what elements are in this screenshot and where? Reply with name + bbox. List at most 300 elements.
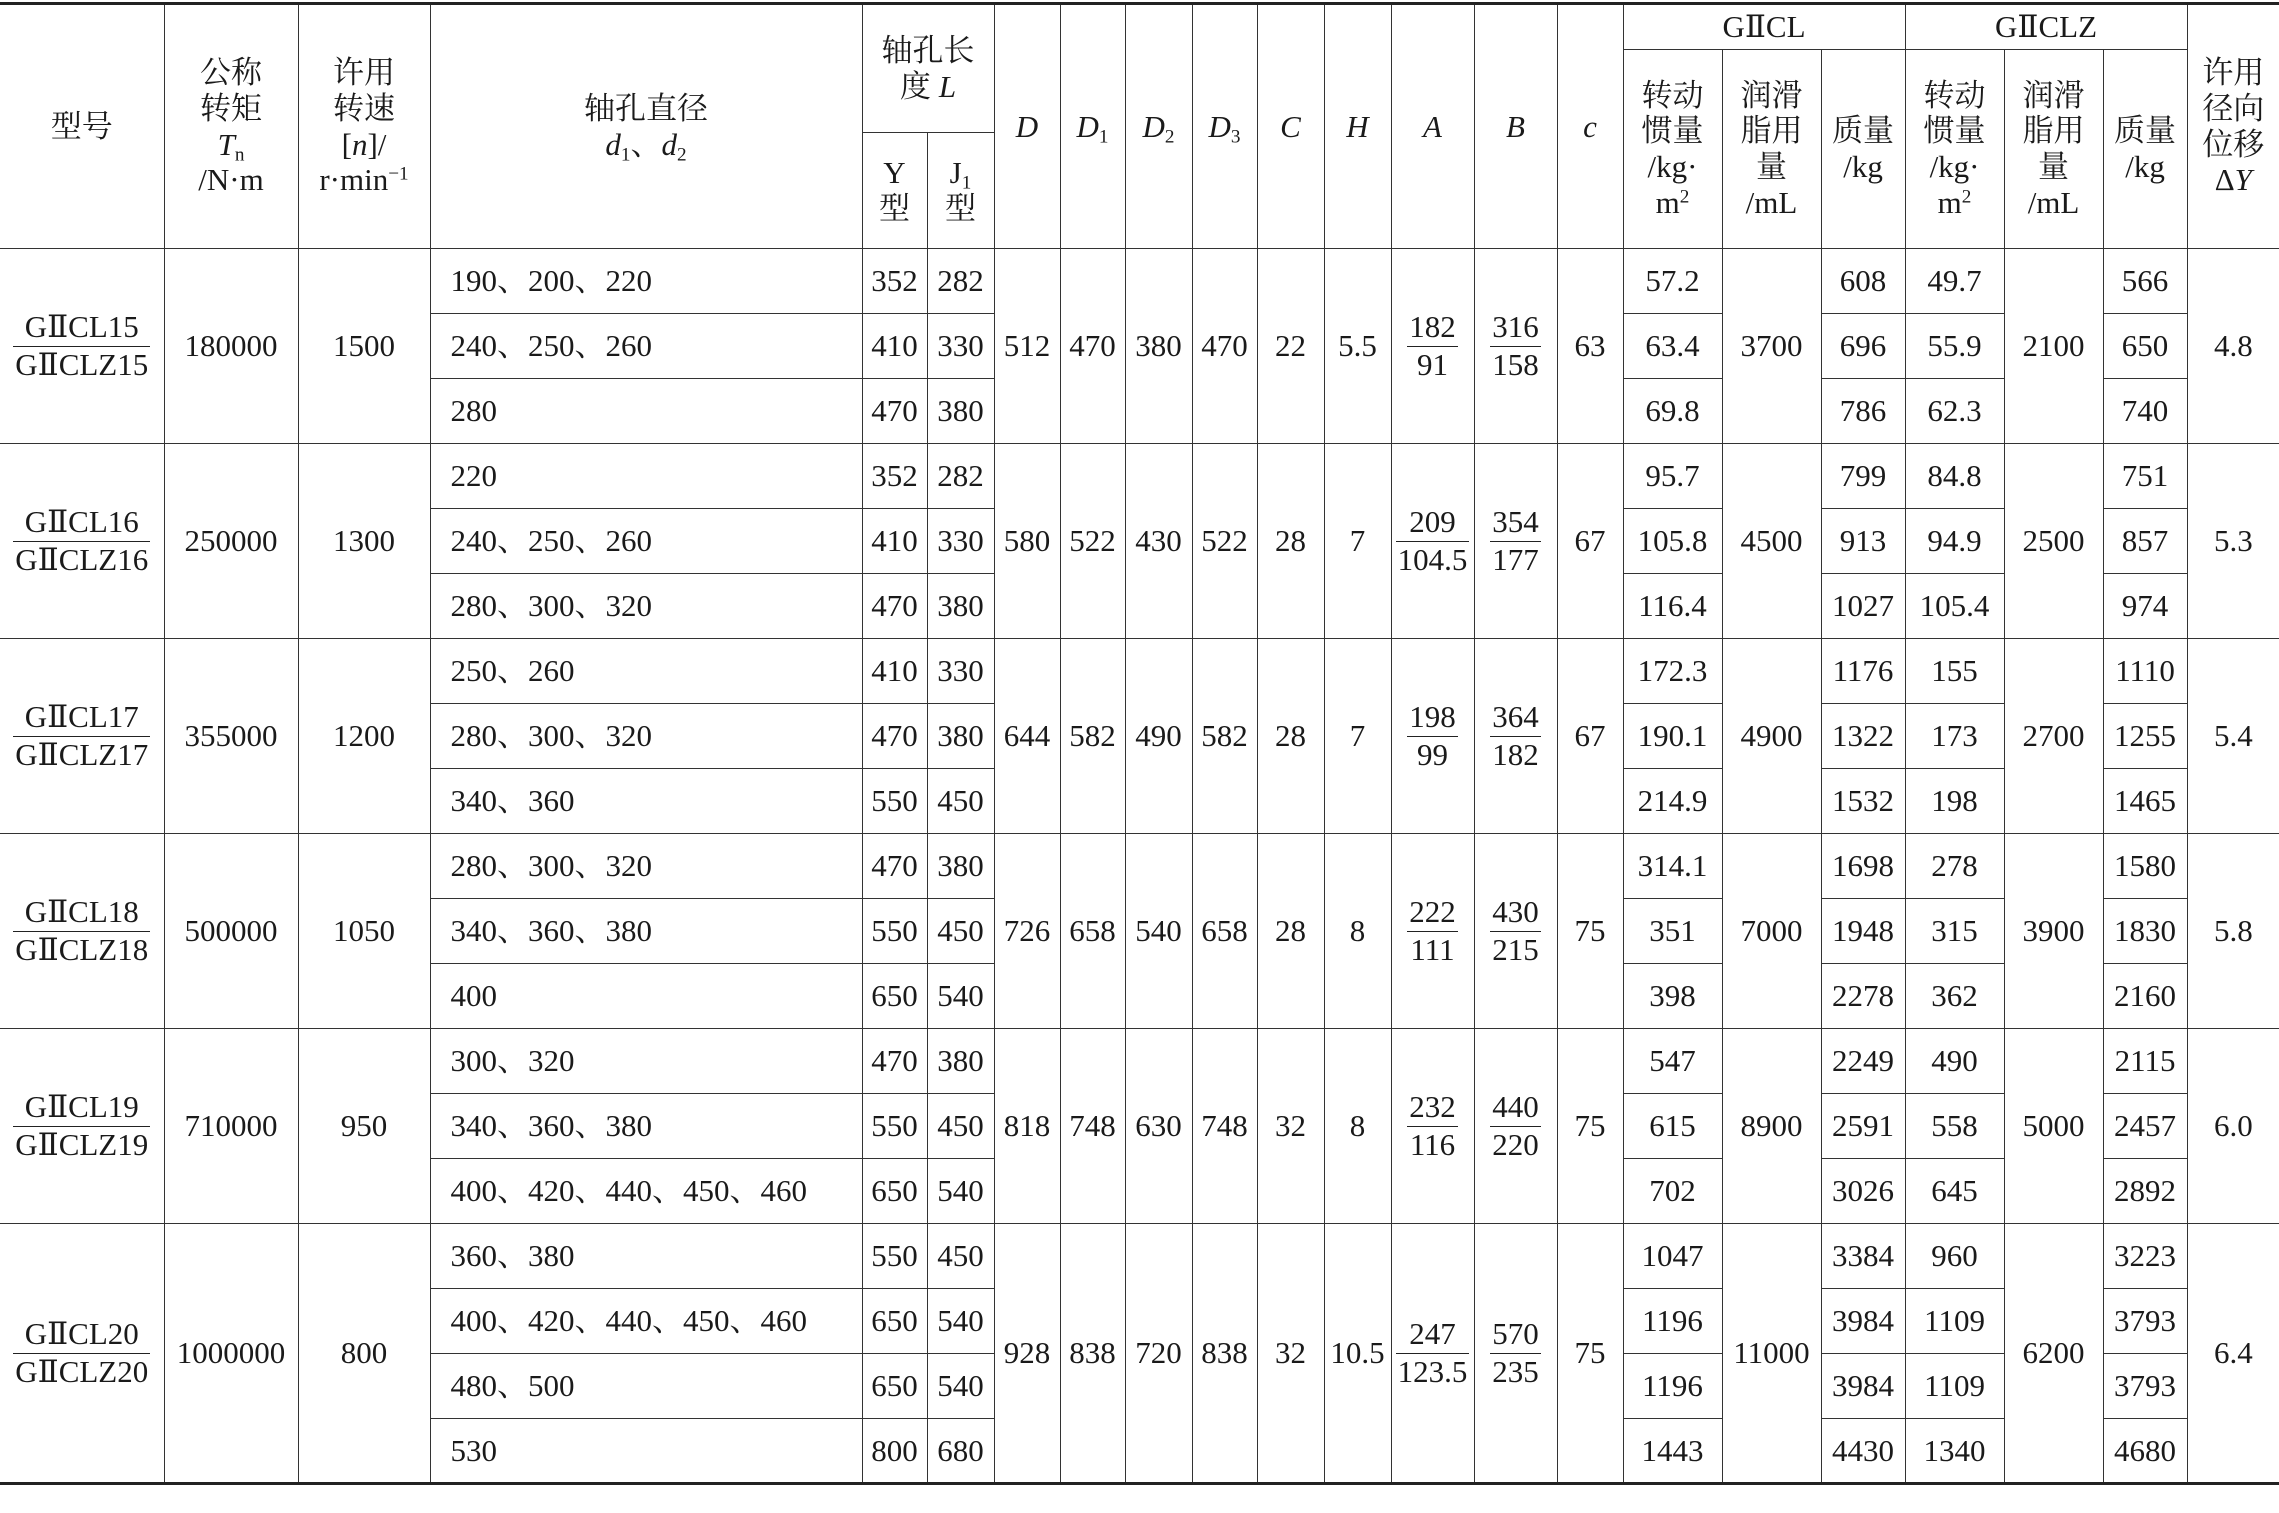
cl-grease-cell: 7000 (1722, 834, 1821, 1029)
radial-delta: Δ (2214, 162, 2235, 198)
dim-a-denominator: 111 (1410, 931, 1455, 967)
dim-b-fraction (1490, 1090, 1541, 1161)
table-row (0, 249, 2279, 314)
cl-inertia-cell: 116.4 (1623, 574, 1722, 639)
header-torque-symbol-line (165, 127, 298, 163)
dim-b-cell (1474, 1029, 1557, 1224)
dim-a-cell (1391, 444, 1474, 639)
dim-d-cell: 928 (994, 1224, 1060, 1484)
clz-grease-line4: /mL (2027, 184, 2080, 220)
model-gii-cl: GⅡCL15 (13, 310, 150, 346)
bore-length-y-cell: 352 (862, 249, 927, 314)
model-fraction (13, 895, 150, 966)
dim-d-symbol: D (1015, 108, 1039, 144)
cl-grease-line4: /mL (1745, 184, 1798, 220)
dim-d1-cell: 470 (1060, 249, 1125, 444)
nominal-torque-cell: 355000 (164, 639, 298, 834)
cl-mass-cell: 1322 (1821, 704, 1905, 769)
dim-a-fraction (1407, 700, 1458, 771)
bore-length-j1-cell: 540 (927, 1354, 994, 1419)
cl-mass-cell: 2278 (1821, 964, 1905, 1029)
allowable-speed-cell: 1050 (298, 834, 430, 1029)
header-bore-length (862, 4, 994, 133)
bore-length-y-cell: 650 (862, 1354, 927, 1419)
dim-a-denominator: 123.5 (1397, 1353, 1468, 1389)
cl-mass-cell: 1948 (1821, 899, 1905, 964)
cl-mass-cell: 3026 (1821, 1159, 1905, 1224)
clz-mass-cell: 566 (2103, 249, 2187, 314)
cl-inertia-line3: /kg· (1647, 149, 1698, 184)
clz-grease-cell: 3900 (2004, 834, 2103, 1029)
bore-d2-symbol: d (661, 126, 677, 162)
clz-grease-line2: 脂用 (2022, 113, 2085, 149)
dim-c-lower-cell: 67 (1557, 639, 1623, 834)
header-radial-line3: 位移 (2202, 126, 2265, 162)
bore-diameter-cell: 190、200、220 (430, 249, 862, 314)
cl-mass-cell: 1176 (1821, 639, 1905, 704)
cl-mass-cell: 913 (1821, 509, 1905, 574)
dim-c-lower-cell: 75 (1557, 834, 1623, 1029)
dim-d3-symbol: D (1208, 108, 1231, 144)
header-nominal-torque (164, 4, 298, 249)
clz-grease-cell: 5000 (2004, 1029, 2103, 1224)
header-model (0, 4, 164, 249)
table-header (0, 4, 2279, 249)
dim-d3-cell: 470 (1192, 249, 1257, 444)
header-dim-h (1324, 4, 1391, 249)
table-row (0, 444, 2279, 509)
bore-diameter-cell: 220 (430, 444, 862, 509)
clz-inertia-cell: 84.8 (1905, 444, 2004, 509)
dim-a-denominator: 99 (1417, 736, 1448, 772)
gii-cl-title: GⅡCL (1722, 9, 1806, 45)
model-gii-clz: GⅡCLZ19 (15, 1126, 149, 1162)
bore-length-y-cell: 550 (862, 1224, 927, 1289)
speed-bracket-close: ]/ (367, 126, 387, 162)
bore-length-j1-cell: 540 (927, 1159, 994, 1224)
cl-inertia-cell: 1443 (1623, 1419, 1722, 1484)
cl-inertia-line4 (1624, 185, 1722, 221)
speed-unit-exponent: −1 (388, 163, 409, 185)
dim-d2-cell: 630 (1125, 1029, 1192, 1224)
dim-a-numerator: 182 (1407, 310, 1458, 346)
dim-b-fraction (1490, 895, 1541, 966)
clz-grease-line3: 量 (2038, 149, 2070, 184)
dim-h-cell: 5.5 (1324, 249, 1391, 444)
model-gii-cl: GⅡCL20 (13, 1317, 150, 1353)
bore-diameter-cell: 400 (430, 964, 862, 1029)
dim-a-numerator: 222 (1407, 895, 1458, 931)
header-speed-line1: 许用 (333, 55, 395, 91)
model-cell (0, 444, 164, 639)
model-cell (0, 249, 164, 444)
model-gii-clz: GⅡCLZ18 (15, 931, 149, 967)
cl-mass-cell: 2591 (1821, 1094, 1905, 1159)
cl-inertia-cell: 95.7 (1623, 444, 1722, 509)
table-row (0, 834, 2279, 899)
header-dim-c-upper (1257, 4, 1324, 249)
allowable-speed-cell: 1300 (298, 444, 430, 639)
allowable-speed-cell: 950 (298, 1029, 430, 1224)
dim-a-denominator: 116 (1409, 1126, 1456, 1162)
header-radial-symbol-line (2188, 162, 2279, 198)
cl-inertia-unit: m (1655, 184, 1680, 220)
clz-mass-cell: 650 (2103, 314, 2187, 379)
dim-c-upper-cell: 28 (1257, 444, 1324, 639)
j1-type-line2: 型 (945, 190, 976, 226)
dim-b-numerator: 316 (1490, 310, 1541, 346)
model-cell (0, 834, 164, 1029)
bore-diameter-cell: 530 (430, 1419, 862, 1484)
model-fraction (13, 700, 150, 771)
clz-mass-cell: 3793 (2103, 1289, 2187, 1354)
clz-inertia-cell: 315 (1905, 899, 2004, 964)
bore-length-y-cell: 410 (862, 509, 927, 574)
bore-length-y-cell: 650 (862, 1159, 927, 1224)
cl-mass-line1: 质量 (1832, 113, 1895, 149)
model-gii-clz: GⅡCLZ17 (15, 736, 149, 772)
coupling-spec-table (0, 2, 2279, 1485)
clz-mass-cell: 3793 (2103, 1354, 2187, 1419)
dim-c-lower-cell: 75 (1557, 1224, 1623, 1484)
clz-inertia-cell: 1109 (1905, 1289, 2004, 1354)
cl-mass-cell: 786 (1821, 379, 1905, 444)
j1-type-line1 (928, 154, 994, 194)
radial-displacement-cell: 4.8 (2187, 249, 2279, 444)
clz-grease-cell: 2700 (2004, 639, 2103, 834)
bore-diameter-cell: 280 (430, 379, 862, 444)
dim-d2-symbol: D (1142, 108, 1165, 144)
bore-length-j1-cell: 450 (927, 899, 994, 964)
clz-inertia-cell: 490 (1905, 1029, 2004, 1094)
header-model-label: 型号 (50, 108, 113, 144)
bore-length-j1-cell: 380 (927, 379, 994, 444)
bore-length-j1-cell: 380 (927, 704, 994, 769)
bore-length-symbol: L (938, 68, 957, 104)
bore-length-j1-cell: 680 (927, 1419, 994, 1484)
header-bore-length-y (862, 133, 927, 249)
dim-a-numerator: 198 (1407, 700, 1458, 736)
dim-c-lower-cell: 63 (1557, 249, 1623, 444)
cl-inertia-cell: 69.8 (1623, 379, 1722, 444)
header-speed-symbol-line (299, 127, 430, 163)
radial-displacement-cell: 5.3 (2187, 444, 2279, 639)
bore-length-j1-cell: 450 (927, 1094, 994, 1159)
dim-c-upper-cell: 28 (1257, 834, 1324, 1029)
bore-d1-symbol: d (605, 126, 621, 162)
clz-mass-cell: 1465 (2103, 769, 2187, 834)
nominal-torque-cell: 1000000 (164, 1224, 298, 1484)
cl-grease-cell: 3700 (1722, 249, 1821, 444)
bore-length-y-cell: 470 (862, 1029, 927, 1094)
header-cl-grease (1722, 50, 1821, 249)
header-torque-line1: 公称 (200, 55, 262, 91)
dim-b-symbol: B (1506, 108, 1525, 144)
model-fraction (13, 505, 150, 576)
header-gii-clz (1905, 4, 2187, 50)
header-dim-a (1391, 4, 1474, 249)
torque-subscript: n (234, 143, 245, 165)
clz-mass-cell: 974 (2103, 574, 2187, 639)
clz-mass-line1: 质量 (2114, 113, 2177, 149)
header-radial-displacement (2187, 4, 2279, 249)
radial-displacement-cell: 6.0 (2187, 1029, 2279, 1224)
bore-length-y-cell: 650 (862, 964, 927, 1029)
bore-diameter-cell: 240、250、260 (430, 509, 862, 574)
clz-mass-cell: 740 (2103, 379, 2187, 444)
bore-length-y-cell: 800 (862, 1419, 927, 1484)
dim-a-cell (1391, 639, 1474, 834)
nominal-torque-cell: 710000 (164, 1029, 298, 1224)
dim-d-cell: 644 (994, 639, 1060, 834)
clz-inertia-cell: 1340 (1905, 1419, 2004, 1484)
dim-b-numerator: 440 (1490, 1090, 1541, 1126)
clz-inertia-cell: 362 (1905, 964, 2004, 1029)
torque-symbol: T (217, 126, 235, 162)
dim-a-fraction (1407, 895, 1458, 966)
clz-mass-cell: 1580 (2103, 834, 2187, 899)
cl-inertia-cell: 1196 (1623, 1354, 1722, 1419)
bore-length-y-cell: 410 (862, 639, 927, 704)
dim-a-fraction (1407, 1090, 1458, 1161)
dim-d2-cell: 540 (1125, 834, 1192, 1029)
cl-inertia-cell: 190.1 (1623, 704, 1722, 769)
model-gii-cl: GⅡCL17 (13, 700, 150, 736)
header-dim-b (1474, 4, 1557, 249)
bore-diameter-cell: 240、250、260 (430, 314, 862, 379)
cl-mass-cell: 3984 (1821, 1354, 1905, 1419)
clz-inertia-cell: 960 (1905, 1224, 2004, 1289)
dim-h-cell: 7 (1324, 639, 1391, 834)
dim-a-fraction (1396, 505, 1470, 576)
nominal-torque-cell: 250000 (164, 444, 298, 639)
header-bore-length-line2 (863, 69, 994, 105)
dim-c-upper-cell: 32 (1257, 1029, 1324, 1224)
bore-diameter-cell: 360、380 (430, 1224, 862, 1289)
bore-length-y-cell: 470 (862, 704, 927, 769)
header-bore-diameter (430, 4, 862, 249)
cl-mass-cell: 1027 (1821, 574, 1905, 639)
dim-a-denominator: 91 (1417, 346, 1448, 382)
cl-mass-cell: 799 (1821, 444, 1905, 509)
dim-a-cell (1391, 1029, 1474, 1224)
bore-length-j1-cell: 540 (927, 964, 994, 1029)
bore-diameter-cell: 300、320 (430, 1029, 862, 1094)
header-clz-inertia (1905, 50, 2004, 249)
bore-length-j1-cell: 540 (927, 1289, 994, 1354)
nominal-torque-cell: 500000 (164, 834, 298, 1029)
dim-a-fraction (1396, 1317, 1470, 1388)
y-type-line2: 型 (879, 190, 910, 226)
cl-mass-cell: 696 (1821, 314, 1905, 379)
header-gii-cl (1623, 4, 1905, 50)
header-speed-line2: 转速 (333, 90, 395, 126)
clz-inertia-cell: 173 (1905, 704, 2004, 769)
bore-length-j1-cell: 450 (927, 1224, 994, 1289)
bore-symbol-separator: 、 (630, 126, 662, 162)
cl-inertia-exponent: 2 (1679, 186, 1690, 208)
dim-a-numerator: 232 (1407, 1090, 1458, 1126)
dim-d1-cell: 838 (1060, 1224, 1125, 1484)
allowable-speed-cell: 1500 (298, 249, 430, 444)
cl-grease-cell: 4900 (1722, 639, 1821, 834)
cl-inertia-line1: 转动 (1641, 77, 1704, 113)
header-bore-length-line1: 轴孔长 (881, 32, 975, 68)
header-dim-d (994, 4, 1060, 249)
clz-mass-cell: 3223 (2103, 1224, 2187, 1289)
cl-inertia-cell: 314.1 (1623, 834, 1722, 899)
model-gii-clz: GⅡCLZ16 (15, 541, 149, 577)
header-cl-inertia (1623, 50, 1722, 249)
clz-inertia-line4 (1906, 185, 2004, 221)
cl-mass-cell: 1532 (1821, 769, 1905, 834)
dim-a-fraction (1407, 310, 1458, 381)
header-torque-unit: /N·m (198, 162, 264, 198)
cl-grease-cell: 11000 (1722, 1224, 1821, 1484)
dim-d1-symbol: D (1076, 108, 1099, 144)
dim-h-cell: 7 (1324, 444, 1391, 639)
bore-length-j1-cell: 282 (927, 444, 994, 509)
bore-diameter-cell: 340、360 (430, 769, 862, 834)
dim-b-numerator: 430 (1490, 895, 1541, 931)
bore-length-y-cell: 470 (862, 574, 927, 639)
header-speed-unit-line (299, 162, 430, 198)
clz-inertia-unit: m (1937, 184, 1962, 220)
dim-b-numerator: 570 (1490, 1317, 1541, 1353)
cl-mass-cell: 3384 (1821, 1224, 1905, 1289)
dim-h-cell: 10.5 (1324, 1224, 1391, 1484)
dim-d-cell: 512 (994, 249, 1060, 444)
clz-mass-cell: 2115 (2103, 1029, 2187, 1094)
dim-a-numerator: 247 (1396, 1317, 1470, 1353)
cl-grease-line1: 润滑 (1740, 77, 1803, 113)
table-row (0, 1224, 2279, 1289)
dim-d3-cell: 522 (1192, 444, 1257, 639)
dim-a-symbol: A (1423, 108, 1442, 144)
bore-diameter-cell: 340、360、380 (430, 1094, 862, 1159)
dim-d2-subscript: 2 (1164, 126, 1175, 148)
cl-inertia-cell: 1047 (1623, 1224, 1722, 1289)
dim-d2-cell: 380 (1125, 249, 1192, 444)
cl-inertia-cell: 1196 (1623, 1289, 1722, 1354)
dim-d1-cell: 582 (1060, 639, 1125, 834)
dim-h-symbol: H (1346, 108, 1369, 144)
bore-length-y-cell: 470 (862, 834, 927, 899)
header-dim-d1 (1060, 4, 1125, 249)
dim-c-upper-cell: 28 (1257, 639, 1324, 834)
header-radial-line2: 径向 (2202, 90, 2265, 126)
dim-b-denominator: 215 (1492, 931, 1539, 967)
allowable-speed-cell: 1200 (298, 639, 430, 834)
table-row (0, 639, 2279, 704)
dim-b-fraction (1490, 1317, 1541, 1388)
bore-length-j1-cell: 330 (927, 509, 994, 574)
nominal-torque-cell: 180000 (164, 249, 298, 444)
clz-inertia-cell: 62.3 (1905, 379, 2004, 444)
model-gii-cl: GⅡCL16 (13, 505, 150, 541)
model-cell (0, 1029, 164, 1224)
cl-inertia-cell: 57.2 (1623, 249, 1722, 314)
clz-inertia-cell: 278 (1905, 834, 2004, 899)
model-gii-clz: GⅡCLZ15 (15, 346, 149, 382)
cl-inertia-cell: 547 (1623, 1029, 1722, 1094)
bore-diameter-cell: 250、260 (430, 639, 862, 704)
clz-mass-cell: 1255 (2103, 704, 2187, 769)
dim-b-cell (1474, 1224, 1557, 1484)
dim-d3-subscript: 3 (1230, 126, 1241, 148)
cl-inertia-cell: 214.9 (1623, 769, 1722, 834)
bore-diameter-cell: 400、420、440、450、460 (430, 1159, 862, 1224)
model-fraction (13, 1090, 150, 1161)
clz-grease-line1: 润滑 (2022, 77, 2085, 113)
dim-a-denominator: 104.5 (1397, 541, 1468, 577)
bore-length-j1-cell: 380 (927, 834, 994, 899)
clz-grease-cell: 2100 (2004, 249, 2103, 444)
dim-a-cell (1391, 1224, 1474, 1484)
model-gii-clz: GⅡCLZ20 (15, 1353, 149, 1389)
j1-type-symbol: J (949, 154, 962, 190)
clz-mass-cell: 2457 (2103, 1094, 2187, 1159)
table-body (0, 249, 2279, 1484)
dim-d1-cell: 748 (1060, 1029, 1125, 1224)
bore-diameter-cell: 280、300、320 (430, 574, 862, 639)
dim-b-denominator: 220 (1492, 1126, 1539, 1162)
header-torque-line2: 转矩 (200, 90, 262, 126)
bore-length-j1-cell: 330 (927, 314, 994, 379)
clz-inertia-cell: 645 (1905, 1159, 2004, 1224)
header-dim-d3 (1192, 4, 1257, 249)
cl-mass-cell: 4430 (1821, 1419, 1905, 1484)
dim-b-cell (1474, 639, 1557, 834)
cl-inertia-cell: 615 (1623, 1094, 1722, 1159)
clz-inertia-cell: 105.4 (1905, 574, 2004, 639)
clz-inertia-cell: 198 (1905, 769, 2004, 834)
clz-inertia-cell: 94.9 (1905, 509, 2004, 574)
clz-inertia-cell: 49.7 (1905, 249, 2004, 314)
header-dim-d2 (1125, 4, 1192, 249)
dim-b-denominator: 182 (1492, 736, 1539, 772)
bore-length-y-cell: 650 (862, 1289, 927, 1354)
clz-inertia-cell: 55.9 (1905, 314, 2004, 379)
model-cell (0, 639, 164, 834)
clz-mass-cell: 2160 (2103, 964, 2187, 1029)
header-row-1 (0, 4, 2279, 50)
clz-mass-cell: 4680 (2103, 1419, 2187, 1484)
cl-inertia-cell: 702 (1623, 1159, 1722, 1224)
model-gii-cl: GⅡCL18 (13, 895, 150, 931)
header-bore-diameter-symbols (431, 127, 862, 163)
dim-c-upper-symbol: C (1280, 108, 1301, 144)
dim-d2-cell: 720 (1125, 1224, 1192, 1484)
dim-b-denominator: 235 (1492, 1353, 1539, 1389)
dim-b-cell (1474, 249, 1557, 444)
clz-mass-cell: 2892 (2103, 1159, 2187, 1224)
cl-inertia-line2: 惯量 (1641, 113, 1704, 149)
dim-d-cell: 726 (994, 834, 1060, 1029)
cl-inertia-cell: 351 (1623, 899, 1722, 964)
cl-grease-cell: 8900 (1722, 1029, 1821, 1224)
clz-grease-cell: 6200 (2004, 1224, 2103, 1484)
y-type-line1: Y (883, 154, 906, 190)
cl-mass-line2: /kg (1843, 149, 1883, 184)
dim-h-cell: 8 (1324, 834, 1391, 1029)
model-gii-cl: GⅡCL19 (13, 1090, 150, 1126)
model-cell (0, 1224, 164, 1484)
bore-diameter-cell: 480、500 (430, 1354, 862, 1419)
bore-diameter-cell: 280、300、320 (430, 834, 862, 899)
dim-c-lower-symbol: c (1583, 108, 1597, 144)
gii-clz-title: GⅡCLZ (1995, 9, 2098, 45)
